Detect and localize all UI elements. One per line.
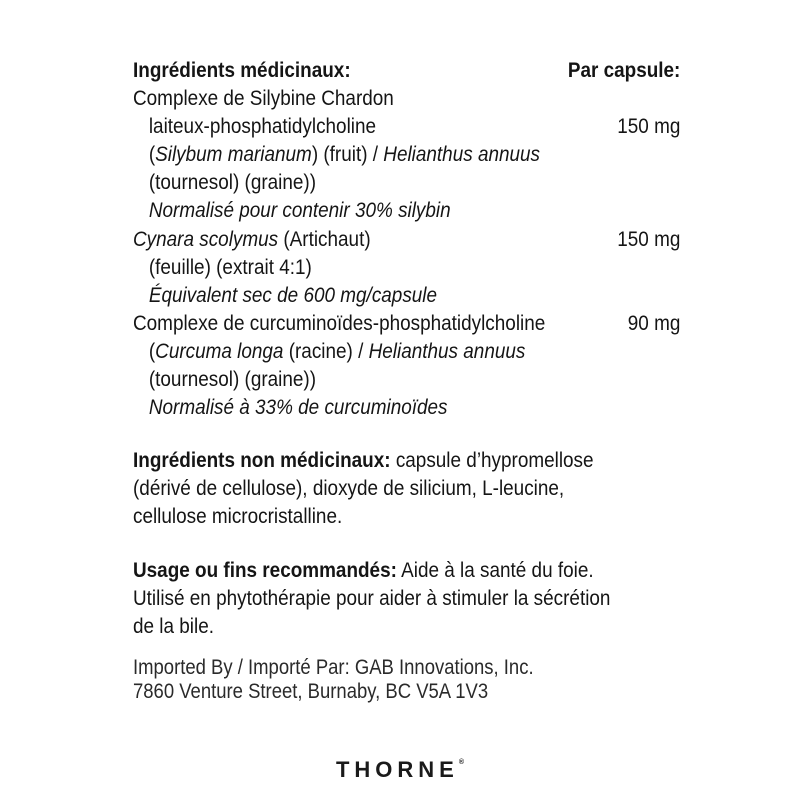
ingredient-row [133, 309, 680, 337]
latin-name: Curcuma longa [155, 338, 284, 363]
ingredient-name-cont: laiteux-phosphatidylcholine [148, 114, 377, 139]
ingredient-amount: 90 mg [627, 310, 681, 335]
ingredient-row [133, 112, 680, 140]
latin-name: Silybum marianum [155, 142, 312, 167]
importer-address: 7860 Venture Street, Burnaby, BC V5A 1V3 [133, 680, 489, 703]
standardization-note: Normalisé pour contenir 30% silybin [148, 198, 451, 223]
thorne-logo [0, 757, 800, 783]
ingredient-panel [133, 56, 680, 640]
standardization-note: Équivalent sec de 600 mg/capsule [148, 282, 438, 307]
latin-name: Cynara scolymus [133, 226, 279, 251]
ingredient-artichoke [133, 225, 680, 309]
usage-line [133, 556, 680, 584]
text: ( [148, 338, 156, 363]
medicinal-header [133, 56, 680, 84]
usage-line: Utilisé en phytothérapie pour aider à stimuler la sécrétion [133, 585, 611, 610]
ingredient-source-cont: (tournesol) (graine)) [148, 170, 317, 195]
usage-line: de la bile. [133, 613, 215, 638]
non-medicinal-heading: Ingrédients non médicinaux: [133, 448, 391, 473]
text: Aide à la santé du foie. [396, 557, 594, 582]
ingredient-milk-thistle [133, 84, 680, 224]
brand-name: THORNE [335, 757, 459, 782]
text: ) (fruit) / [311, 142, 384, 167]
importer-line: Imported By / Importé Par: GAB Innovations, Inc. [133, 656, 534, 679]
ingredient-source [133, 337, 680, 365]
non-medicinal-line: (dérivé de cellulose), dioxyde de silicium, L-leucine, [133, 476, 565, 501]
ingredient-name [133, 225, 371, 253]
ingredient-curcumin [133, 309, 680, 421]
ingredient-amount: 150 mg [617, 226, 681, 251]
non-medicinal-line [133, 446, 680, 474]
importer-info [133, 656, 626, 704]
ingredient-amount: 150 mg [617, 114, 681, 139]
ingredient-row [133, 225, 680, 253]
non-medicinal-section [133, 446, 680, 530]
ingredient-name: Complexe de Silybine Chardon [133, 86, 394, 111]
latin-name: Helianthus annuus [383, 142, 541, 167]
ingredient-source-cont: (tournesol) (graine)) [148, 367, 317, 392]
ingredient-source [133, 140, 680, 168]
ingredient-source: (feuille) (extrait 4:1) [148, 254, 312, 279]
usage-section [133, 556, 680, 640]
latin-name: Helianthus annuus [368, 338, 526, 363]
non-medicinal-line: cellulose microcristalline. [133, 504, 343, 529]
text: (racine) / [283, 338, 369, 363]
standardization-note: Normalisé à 33% de curcuminoïdes [148, 395, 448, 420]
text: (Artichaut) [278, 226, 371, 251]
registered-mark: ® [458, 759, 465, 766]
ingredient-name: Complexe de curcuminoïdes-phosphatidylcholine [133, 310, 546, 335]
medicinal-heading: Ingrédients médicinaux: [133, 58, 351, 82]
usage-heading: Usage ou fins recommandés: [133, 557, 397, 582]
text: ( [148, 142, 156, 167]
text: capsule d’hypromellose [390, 448, 594, 473]
per-capsule-heading: Par capsule: [567, 58, 681, 82]
